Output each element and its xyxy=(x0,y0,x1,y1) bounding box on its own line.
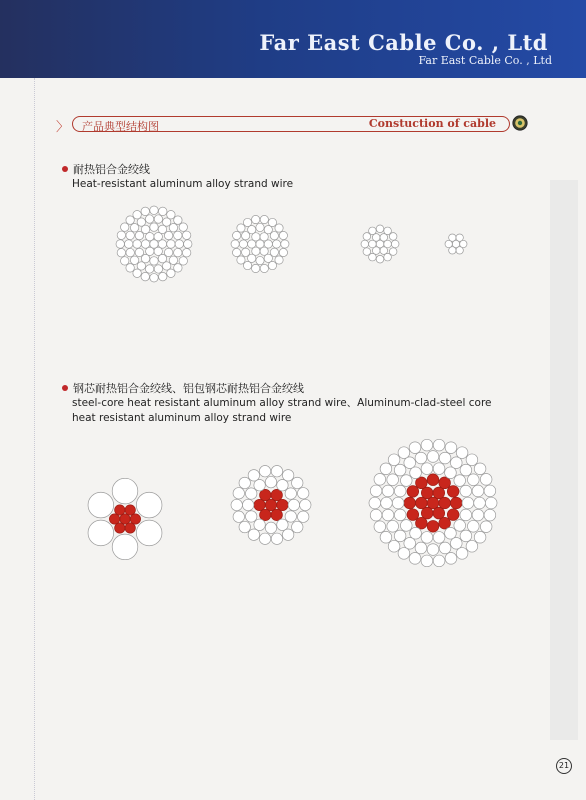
aluminum-strand xyxy=(259,466,270,477)
aluminum-strand xyxy=(243,218,251,226)
aluminum-strand xyxy=(265,476,276,487)
aluminum-strand xyxy=(182,249,190,257)
section-2-title-en-2: heat resistant aluminum alloy strand wire xyxy=(72,412,292,424)
aluminum-strand xyxy=(376,255,384,263)
aluminum-strand xyxy=(460,509,472,521)
strand-diagram-61 xyxy=(115,205,193,283)
aluminum-strand xyxy=(116,240,124,248)
aluminum-strand xyxy=(454,475,466,487)
steel-core-strand xyxy=(125,505,135,515)
aluminum-strand xyxy=(164,248,172,256)
aluminum-strand xyxy=(370,485,382,497)
section-banner xyxy=(56,114,532,135)
aluminum-strand xyxy=(169,224,177,232)
aluminum-strand xyxy=(439,452,451,464)
aluminum-strand xyxy=(384,253,392,261)
strand-diagram-19 xyxy=(360,224,400,264)
steel-core-strand xyxy=(271,489,282,500)
aluminum-strand xyxy=(409,553,421,565)
aluminum-strand xyxy=(400,520,412,532)
aluminum-strand xyxy=(150,274,158,282)
aluminum-strand xyxy=(133,240,141,248)
steel-core-strand xyxy=(404,497,416,509)
strand-diagram-7 xyxy=(444,232,468,256)
aluminum-strand xyxy=(167,269,175,277)
aluminum-strand xyxy=(427,544,439,556)
aluminum-strand xyxy=(288,499,299,510)
aluminum-strand xyxy=(275,224,283,232)
aluminum-strand xyxy=(175,240,183,248)
aluminum-strand xyxy=(136,520,162,546)
aluminum-strand xyxy=(454,520,466,532)
aluminum-strand xyxy=(380,463,392,475)
aluminum-strand xyxy=(388,540,400,552)
steel-core-strand xyxy=(439,497,451,509)
steel-core-strand xyxy=(271,509,282,520)
aluminum-strand xyxy=(439,542,451,554)
aluminum-strand xyxy=(460,485,472,497)
steel-core-strand xyxy=(433,507,445,519)
aluminum-strand xyxy=(252,264,260,272)
aluminum-strand xyxy=(421,555,433,567)
aluminum-strand xyxy=(268,261,276,269)
aluminum-strand xyxy=(421,439,433,451)
aluminum-strand xyxy=(467,474,479,486)
aluminum-strand xyxy=(472,485,484,497)
aluminum-strand xyxy=(242,248,250,256)
aluminum-strand xyxy=(409,442,421,454)
aluminum-strand xyxy=(248,470,259,481)
aluminum-strand xyxy=(268,218,276,226)
aluminum-strand xyxy=(480,521,492,533)
aluminum-strand xyxy=(382,509,394,521)
aluminum-strand xyxy=(387,474,399,486)
aluminum-strand xyxy=(300,499,311,510)
aluminum-strand xyxy=(456,447,468,459)
aluminum-strand xyxy=(445,467,457,479)
aluminum-strand xyxy=(174,264,182,272)
aluminum-strand xyxy=(164,231,172,239)
aluminum-strand xyxy=(159,272,167,280)
aluminum-strand xyxy=(231,499,242,510)
aluminum-strand xyxy=(130,256,138,264)
steel-core-strand xyxy=(447,509,459,521)
aluminum-strand xyxy=(145,215,153,223)
steel-core-strand xyxy=(416,477,428,489)
steel-core-strand xyxy=(125,523,135,533)
aluminum-strand xyxy=(150,206,158,214)
aluminum-strand xyxy=(292,521,303,532)
aluminum-strand xyxy=(387,520,399,532)
aluminum-strand xyxy=(112,478,138,504)
aluminum-strand xyxy=(398,548,410,560)
aluminum-strand xyxy=(374,521,386,533)
page-header xyxy=(0,0,586,78)
aluminum-strand xyxy=(456,548,468,560)
aluminum-strand xyxy=(88,520,114,546)
aluminum-strand xyxy=(445,442,457,454)
section-2-heading xyxy=(62,381,492,426)
aluminum-strand xyxy=(466,540,478,552)
aluminum-strand xyxy=(415,542,427,554)
aluminum-strand xyxy=(277,480,288,491)
aluminum-strand xyxy=(239,240,247,248)
aluminum-strand xyxy=(252,215,260,223)
steel-core-strand xyxy=(260,489,271,500)
aluminum-strand xyxy=(174,231,182,239)
aluminum-strand xyxy=(167,211,175,219)
steel-core-strand xyxy=(447,486,459,498)
aluminum-strand xyxy=(126,248,134,256)
aluminum-strand xyxy=(474,497,486,509)
aluminum-strand xyxy=(472,509,484,521)
steel-core-strand xyxy=(115,523,125,533)
aluminum-strand xyxy=(246,488,257,499)
aluminum-strand xyxy=(445,527,457,539)
aluminum-strand xyxy=(391,240,399,248)
aluminum-strand xyxy=(259,533,270,544)
aluminum-strand xyxy=(271,466,282,477)
aluminum-strand xyxy=(141,207,149,215)
aluminum-strand xyxy=(260,215,268,223)
aluminum-strand xyxy=(265,522,276,533)
aluminum-strand xyxy=(239,477,250,488)
company-logo-icon xyxy=(512,115,528,131)
aluminum-strand xyxy=(272,240,280,248)
aluminum-strand xyxy=(474,531,486,543)
aluminum-strand xyxy=(433,532,445,544)
aluminum-strand xyxy=(246,511,257,522)
aluminum-strand xyxy=(381,497,393,509)
aluminum-strand xyxy=(279,231,287,239)
aluminum-strand xyxy=(112,534,138,560)
aluminum-strand xyxy=(370,509,382,521)
aluminum-strand xyxy=(88,492,114,518)
aluminum-strand xyxy=(117,249,125,257)
aluminum-strand xyxy=(126,216,134,224)
aluminum-strand xyxy=(133,211,141,219)
aluminum-strand xyxy=(233,248,241,256)
steel-core-strand xyxy=(109,514,119,524)
aluminum-strand xyxy=(237,224,245,232)
aluminum-strand xyxy=(427,451,439,463)
aluminum-strand xyxy=(179,257,187,265)
aluminum-strand xyxy=(121,223,129,231)
section-1-title-en: Heat-resistant aluminum alloy strand wire xyxy=(72,178,294,190)
aluminum-strand xyxy=(256,223,264,231)
aluminum-strand xyxy=(485,497,497,509)
aluminum-strand xyxy=(135,231,143,239)
aluminum-strand xyxy=(254,519,265,530)
steel-core-strand xyxy=(407,509,419,521)
aluminum-strand xyxy=(363,248,371,256)
aluminum-strand xyxy=(460,464,472,476)
section-1-title-cn: 耐热铝合金绞线 xyxy=(73,163,150,176)
aluminum-strand xyxy=(184,240,192,248)
aluminum-strand xyxy=(484,485,496,497)
aluminum-strand xyxy=(445,553,457,565)
aluminum-strand xyxy=(179,223,187,231)
aluminum-strand xyxy=(256,256,264,264)
steel-core-strand xyxy=(407,486,419,498)
aluminum-strand xyxy=(243,261,251,269)
aluminum-strand xyxy=(117,231,125,239)
aluminum-strand xyxy=(279,248,287,256)
aluminum-strand xyxy=(150,257,158,265)
aluminum-strand xyxy=(394,509,406,521)
aluminum-strand xyxy=(410,527,422,539)
bullet-icon xyxy=(62,385,68,391)
aluminum-strand xyxy=(270,232,278,240)
steel-core-strand xyxy=(260,509,271,520)
bullet-icon xyxy=(62,166,68,172)
steel-core-strand xyxy=(450,497,462,509)
strand-diagram-37 xyxy=(230,214,290,274)
steel-core-strand xyxy=(254,499,265,510)
section-1-heading xyxy=(62,162,293,192)
aluminum-strand xyxy=(135,248,143,256)
steel-core-strand xyxy=(120,514,130,524)
aluminum-strand xyxy=(433,439,445,451)
aluminum-strand xyxy=(404,537,416,549)
steel-core-strand xyxy=(115,505,125,515)
aluminum-strand xyxy=(281,240,289,248)
steel-core-strand xyxy=(439,477,451,489)
aluminum-strand xyxy=(415,452,427,464)
aluminum-strand xyxy=(159,207,167,215)
aluminum-strand xyxy=(404,457,416,469)
steel-core-strand xyxy=(130,514,140,524)
banner-title-cn: 产品典型结构图 xyxy=(82,120,159,133)
aluminum-strand xyxy=(374,474,386,486)
aluminum-strand xyxy=(421,532,433,544)
company-subtitle: Far East Cable Co. , Ltd xyxy=(418,54,552,67)
section-2-title-cn: 钢芯耐热铝合金绞线、铝包钢芯耐热铝合金绞线 xyxy=(73,382,304,395)
steel-core-strand xyxy=(427,497,439,509)
aluminum-strand xyxy=(126,264,134,272)
aluminum-strand xyxy=(174,248,182,256)
margin-rule xyxy=(34,78,35,800)
aluminum-strand xyxy=(474,463,486,475)
section-2-title-en-1: steel-core heat resistant aluminum alloy strand wire、Aluminum-clad-steel core xyxy=(72,397,492,409)
aluminum-strand xyxy=(154,215,162,223)
aluminum-strand xyxy=(380,531,392,543)
aluminum-strand xyxy=(298,488,309,499)
steel-core-strand xyxy=(416,517,428,529)
aluminum-strand xyxy=(400,475,412,487)
aluminum-strand xyxy=(361,240,369,248)
aluminum-strand xyxy=(126,231,134,239)
aluminum-strand xyxy=(277,519,288,530)
aluminum-strand xyxy=(398,447,410,459)
aluminum-strand xyxy=(233,488,244,499)
aluminum-strand xyxy=(292,477,303,488)
aluminum-strand xyxy=(392,497,404,509)
aluminum-strand xyxy=(124,240,132,248)
aluminum-strand xyxy=(136,492,162,518)
steel-core-diagram-7-6 xyxy=(84,478,166,560)
aluminum-strand xyxy=(231,240,239,248)
aluminum-strand xyxy=(462,497,474,509)
aluminum-strand xyxy=(410,467,422,479)
aluminum-strand xyxy=(394,530,406,542)
aluminum-strand xyxy=(298,511,309,522)
aluminum-strand xyxy=(456,247,463,254)
steel-core-strand xyxy=(265,499,276,510)
aluminum-strand xyxy=(285,511,296,522)
aluminum-strand xyxy=(421,463,433,475)
aluminum-strand xyxy=(130,224,138,232)
steel-core-strand xyxy=(427,520,439,532)
aluminum-strand xyxy=(133,269,141,277)
aluminum-strand xyxy=(182,231,190,239)
aluminum-strand xyxy=(369,497,381,509)
aluminum-strand xyxy=(248,529,259,540)
side-watermark xyxy=(544,180,584,740)
aluminum-strand xyxy=(254,480,265,491)
aluminum-strand xyxy=(376,225,384,233)
aluminum-strand xyxy=(154,265,162,273)
aluminum-strand xyxy=(433,555,445,567)
aluminum-strand xyxy=(450,457,462,469)
steel-core-diagram-19-72 xyxy=(368,438,498,568)
aluminum-strand xyxy=(282,529,293,540)
aluminum-strand xyxy=(388,454,400,466)
aluminum-strand xyxy=(369,227,377,235)
page-number: 21 xyxy=(556,758,572,774)
steel-core-strand xyxy=(439,517,451,529)
aluminum-strand xyxy=(145,265,153,273)
aluminum-strand xyxy=(433,463,445,475)
aluminum-strand xyxy=(449,234,456,241)
aluminum-strand xyxy=(150,223,158,231)
aluminum-strand xyxy=(242,499,253,510)
steel-core-strand xyxy=(416,497,428,509)
steel-core-strand xyxy=(277,499,288,510)
aluminum-strand xyxy=(285,488,296,499)
aluminum-strand xyxy=(389,233,397,241)
steel-core-diagram-7-30 xyxy=(230,464,312,546)
banner-title-en: Constuction of cable xyxy=(368,117,496,130)
aluminum-strand xyxy=(237,256,245,264)
aluminum-strand xyxy=(394,485,406,497)
aluminum-strand xyxy=(480,474,492,486)
company-title: Far East Cable Co. , Ltd xyxy=(259,30,548,55)
aluminum-strand xyxy=(174,216,182,224)
aluminum-strand xyxy=(169,256,177,264)
aluminum-strand xyxy=(394,464,406,476)
aluminum-strand xyxy=(271,533,282,544)
aluminum-strand xyxy=(239,521,250,532)
aluminum-strand xyxy=(282,470,293,481)
aluminum-strand xyxy=(450,537,462,549)
aluminum-strand xyxy=(233,511,244,522)
aluminum-strand xyxy=(467,520,479,532)
steel-core-strand xyxy=(427,474,439,486)
aluminum-strand xyxy=(456,234,463,241)
aluminum-strand xyxy=(260,264,268,272)
chevron-right-icon: 〉 xyxy=(56,120,70,135)
steel-core-strand xyxy=(421,487,433,499)
aluminum-strand xyxy=(484,509,496,521)
aluminum-strand xyxy=(275,256,283,264)
steel-core-strand xyxy=(433,487,445,499)
aluminum-strand xyxy=(460,530,472,542)
aluminum-strand xyxy=(121,257,129,265)
aluminum-strand xyxy=(382,485,394,497)
aluminum-strand xyxy=(167,240,175,248)
aluminum-strand xyxy=(233,231,241,239)
steel-core-strand xyxy=(421,507,433,519)
aluminum-strand xyxy=(466,454,478,466)
aluminum-strand xyxy=(141,272,149,280)
